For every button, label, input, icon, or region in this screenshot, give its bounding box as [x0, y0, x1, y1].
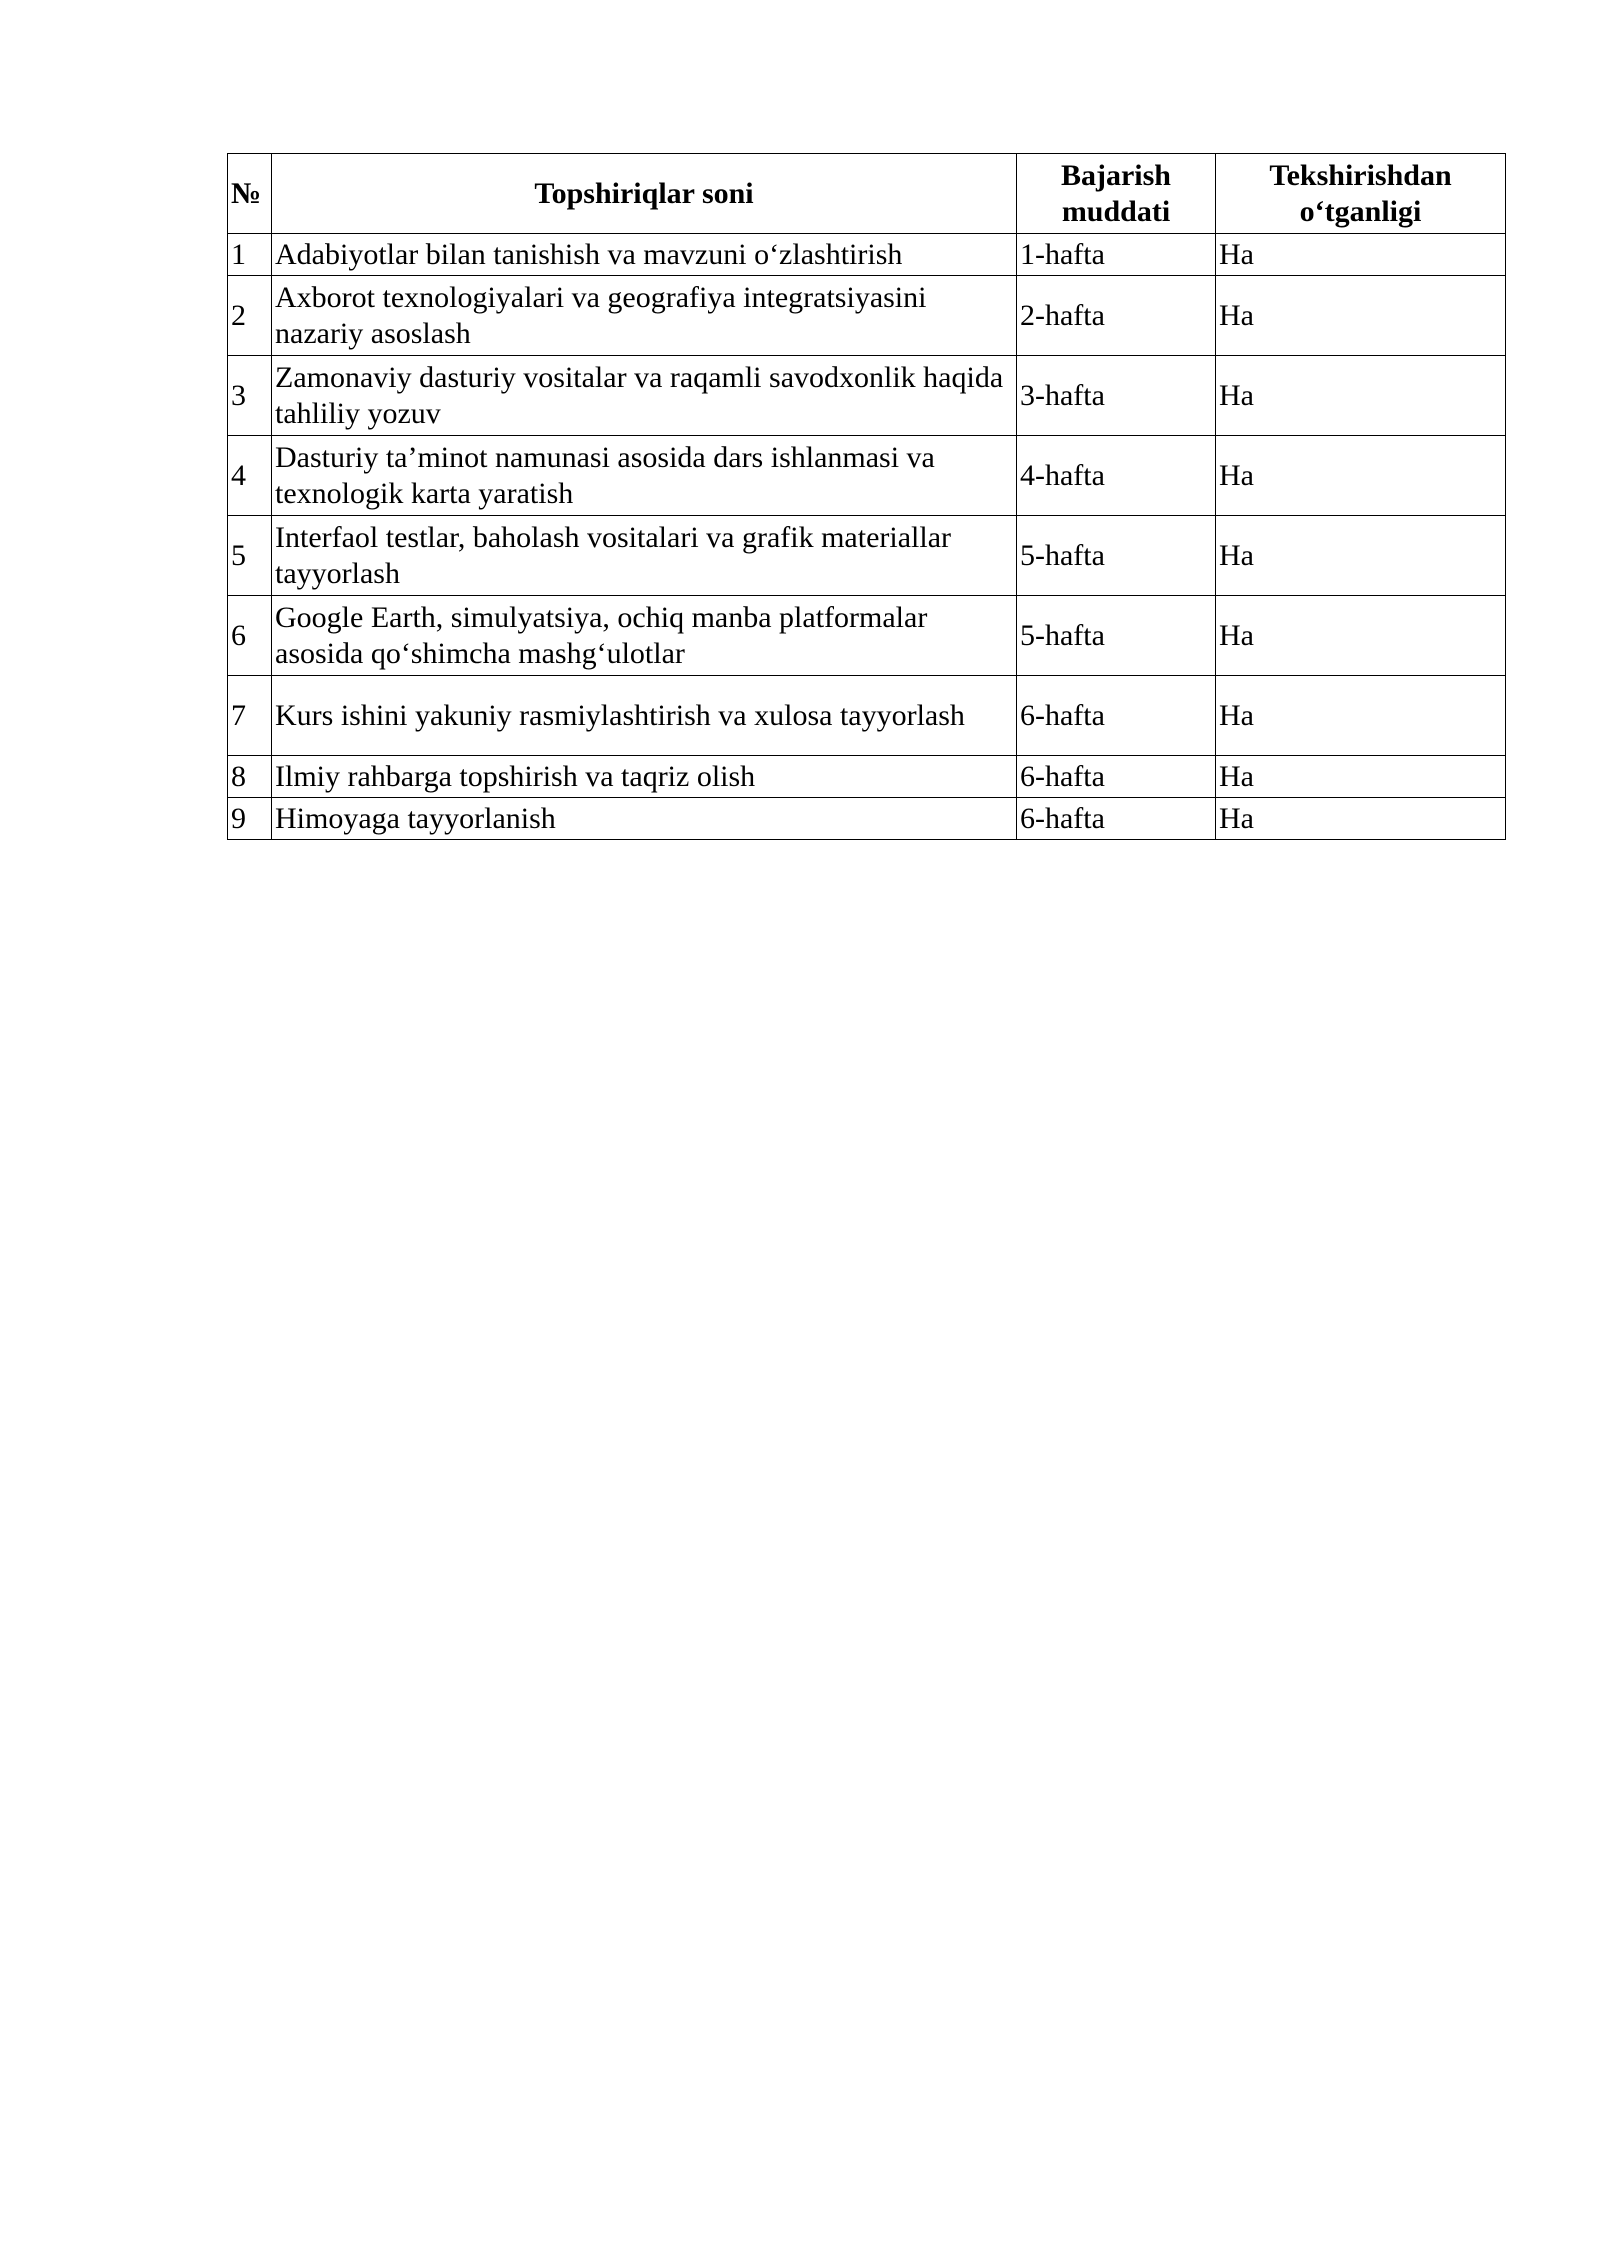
row-checked: Ha: [1216, 676, 1506, 756]
row-number: 5: [228, 516, 272, 596]
row-number: 1: [228, 234, 272, 276]
row-number: 4: [228, 436, 272, 516]
table-header-row: [228, 154, 1506, 234]
row-task: Kurs ishini yakuniy rasmiylashtirish va xulosa tayyorlash: [272, 676, 1017, 756]
row-checked: Ha: [1216, 276, 1506, 356]
row-task: Adabiyotlar bilan tanishish va mavzuni o‘zlashtirish: [272, 234, 1017, 276]
table-row: [228, 234, 1506, 276]
header-number: №: [228, 154, 272, 234]
row-checked: Ha: [1216, 596, 1506, 676]
row-number: 3: [228, 356, 272, 436]
row-checked: Ha: [1216, 798, 1506, 840]
row-task: Zamonaviy dasturiy vositalar va raqamli savodxonlik haqida tahliliy yozuv: [272, 356, 1017, 436]
row-duration: 6-hafta: [1017, 676, 1216, 756]
header-checked: Tekshirishdan o‘tganligi: [1216, 154, 1506, 234]
row-duration: 1-hafta: [1017, 234, 1216, 276]
table-row: [228, 276, 1506, 356]
table-row: [228, 516, 1506, 596]
row-checked: Ha: [1216, 234, 1506, 276]
table-row: [228, 356, 1506, 436]
row-number: 9: [228, 798, 272, 840]
row-duration: 2-hafta: [1017, 276, 1216, 356]
table-row: [228, 756, 1506, 798]
row-duration: 5-hafta: [1017, 516, 1216, 596]
row-task: Google Earth, simulyatsiya, ochiq manba platformalar asosida qo‘shimcha mashg‘ulotlar: [272, 596, 1017, 676]
row-number: 8: [228, 756, 272, 798]
row-task: Himoyaga tayyorlanish: [272, 798, 1017, 840]
row-number: 7: [228, 676, 272, 756]
table-row: [228, 436, 1506, 516]
row-number: 6: [228, 596, 272, 676]
row-number: 2: [228, 276, 272, 356]
row-duration: 6-hafta: [1017, 756, 1216, 798]
table-row: [228, 676, 1506, 756]
row-duration: 5-hafta: [1017, 596, 1216, 676]
row-task: Axborot texnologiyalari va geografiya integratsiyasini nazariy asoslash: [272, 276, 1017, 356]
row-duration: 4-hafta: [1017, 436, 1216, 516]
header-task: Topshiriqlar soni: [272, 154, 1017, 234]
row-task: Dasturiy ta’minot namunasi asosida dars ishlanmasi va texnologik karta yaratish: [272, 436, 1017, 516]
row-checked: Ha: [1216, 436, 1506, 516]
row-duration: 6-hafta: [1017, 798, 1216, 840]
row-checked: Ha: [1216, 756, 1506, 798]
header-duration: Bajarish muddati: [1017, 154, 1216, 234]
row-task: Interfaol testlar, baholash vositalari va grafik materiallar tayyorlash: [272, 516, 1017, 596]
row-duration: 3-hafta: [1017, 356, 1216, 436]
task-schedule-table: [227, 153, 1506, 840]
row-checked: Ha: [1216, 356, 1506, 436]
table-row: [228, 596, 1506, 676]
row-checked: Ha: [1216, 516, 1506, 596]
row-task: Ilmiy rahbarga topshirish va taqriz olish: [272, 756, 1017, 798]
table-row: [228, 798, 1506, 840]
